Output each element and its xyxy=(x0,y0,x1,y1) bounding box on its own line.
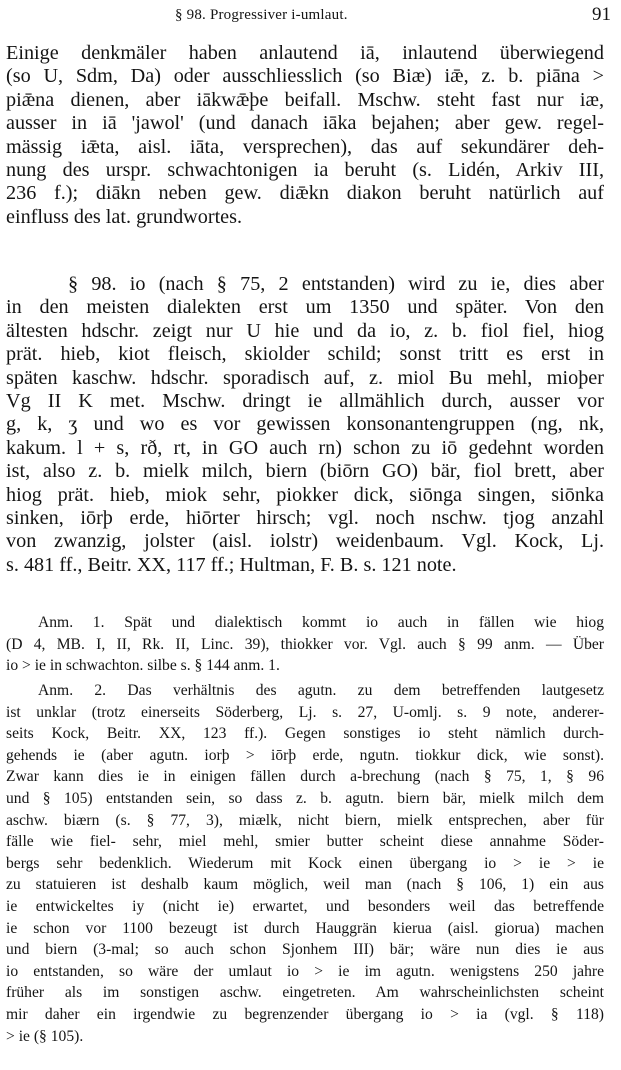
note-line: Zwar kann dies ie in einigen fällen durch a-brechung (nach § 75, 1, § 96 xyxy=(6,768,604,786)
text-line: piǣna dienen, aber iākwǣþe beifall. Mschw. steht fast nur iæ, xyxy=(6,88,604,111)
note-line: und biern (3-mal; so auch schon Sjonhem III) bär; wäre nun dies ie aus xyxy=(6,941,604,959)
note-line: (D 4, MB. I, II, Rk. II, Linc. 39), thiokker vor. Vgl. auch § 99 anm. — Über xyxy=(6,635,604,653)
text-line: in den meisten dialekten erst um 1350 und später. Von den xyxy=(6,296,604,319)
text-line: § 98. io (nach § 75, 2 entstanden) wird zu ie, dies aber xyxy=(68,273,604,295)
text-line: s. 481 ff., Beitr. XX, 117 ff.; Hultman, F. B. s. 121 note. xyxy=(6,553,457,576)
text-line: g, k, ʒ und wo es vor gewissen konsonantengruppen (ng, nk, xyxy=(6,413,604,436)
text-line: hiog prät. hieb, miok sehr, piokker dick, siōnga singen, siōnka xyxy=(6,483,604,506)
note-line: > ie (§ 105). xyxy=(6,1027,84,1045)
page-header xyxy=(0,4,621,28)
text-line: späten kaschw. hdschr. sporadisch auf, z. miol Bu mehl, mioþer xyxy=(6,366,604,389)
note-line: ie schon vor 1100 bezeugt ist durch Hauggrän kierua (aisl. giorua) machen xyxy=(6,919,604,937)
paragraph-1 xyxy=(6,42,604,229)
text-line: Einige denkmäler haben anlautend iā, inlautend überwiegend xyxy=(6,42,604,64)
text-line: ist, also z. b. mielk milch, biern (biōrn GO) bär, fiol brett, aber xyxy=(6,460,604,483)
paragraph-section-98 xyxy=(6,273,604,577)
text-line: kakum. l + s, rð, rt, in GO auch rn) schon zu iō gedehnt worden xyxy=(6,436,604,459)
text-line: nung des urspr. schwachtonigen ia beruht (s. Lidén, Arkiv III, xyxy=(6,159,604,182)
note-line: gehends ie (aber agutn. iorþ > iōrþ erde, ngutn. tiokkur dick, wie sonst). xyxy=(6,746,604,764)
text-line: 236 f.); diākn neben gew. diǣkn diakon beruht natürlich auf xyxy=(6,182,604,205)
text-line: mässig iǣta, aisl. iāta, versprechen), das auf sekundärer deh- xyxy=(6,135,604,158)
text-line: ältesten hdschr. zeigt nur U hie und da io, z. b. fiol fiel, hiog xyxy=(6,319,604,342)
note-line: fälle wie fiel- sehr, miel mehl, smier butter scheint diese annahme Söder- xyxy=(6,833,604,851)
text-line: (so U, Sdm, Da) oder ausschliesslich (so Biæ) iǣ, z. b. piāna > xyxy=(6,65,604,88)
text-line: von zwanzig, jolster (aisl. iolstr) weidenbaum. Vgl. Kock, Lj. xyxy=(6,530,604,553)
text-line: einfluss des lat. grundwortes. xyxy=(6,205,243,228)
running-head: § 98. Progressiver i-umlaut. xyxy=(175,7,348,23)
note-line: früher als im sonstigen aschw. eingetreten. Am wahrscheinlichsten scheint xyxy=(6,984,604,1002)
text-line: ausser in iā 'jawol' (und danach iāka bejahen; aber gew. regel- xyxy=(6,112,604,135)
note-line: seits Kock, Beitr. XX, 123 ff.). Gegen sonstiges io steht nämlich durch- xyxy=(6,725,604,743)
footnote-anm-2 xyxy=(6,680,604,1047)
text-line: sinken, iōrþ erde, hiōrter hirsch; vgl. noch nschw. tjog anzahl xyxy=(6,507,604,530)
note-line: mir daher ein irgendwie zu begrenzender übergang io > ia (vgl. § 118) xyxy=(6,1005,604,1023)
text-line: Vg II K met. Mschw. dringt ie allmählich durch, ausser vor xyxy=(6,390,604,413)
note-line: ist unklar (trotz einerseits Söderberg, Lj. s. 27, U-omlj. s. 9 note, anderer- xyxy=(6,703,604,721)
note-line: bergs sehr bedenklich. Wiederum mit Kock einen übergang io > ie > ie xyxy=(6,854,604,872)
note-line: Anm. 2. Das verhältnis des agutn. zu dem betreffenden lautgesetz xyxy=(38,682,604,699)
text-line: prät. hieb, kiot fleisch, skiolder schild; sonst tritt es erst in xyxy=(6,343,604,366)
note-line: io entstanden, so wäre der umlaut io > ie im agutn. wenigstens 250 jahre xyxy=(6,962,604,980)
note-line: ie entwickeltes iy (nicht ie) erwartet, und besonders weil das betreffende xyxy=(6,897,604,915)
note-line: io > ie in schwachton. silbe s. § 144 anm. 1. xyxy=(6,657,280,675)
note-line: zu statuieren ist deshalb kaum möglich, weil man (nach § 106, 1) ein aus xyxy=(6,876,604,894)
note-line: Anm. 1. Spät und dialektisch kommt io auch in fällen wie hiog xyxy=(38,614,604,631)
footnote-anm-1 xyxy=(6,612,604,677)
note-line: und § 105) entstanden sein, so dass z. b. agutn. biern bär, mielk milch dem xyxy=(6,789,604,807)
page-number: 91 xyxy=(592,4,611,25)
note-line: aschw. biærn (s. § 77, 3), miælk, nicht biern, mielk entsprechen, aber für xyxy=(6,811,604,829)
